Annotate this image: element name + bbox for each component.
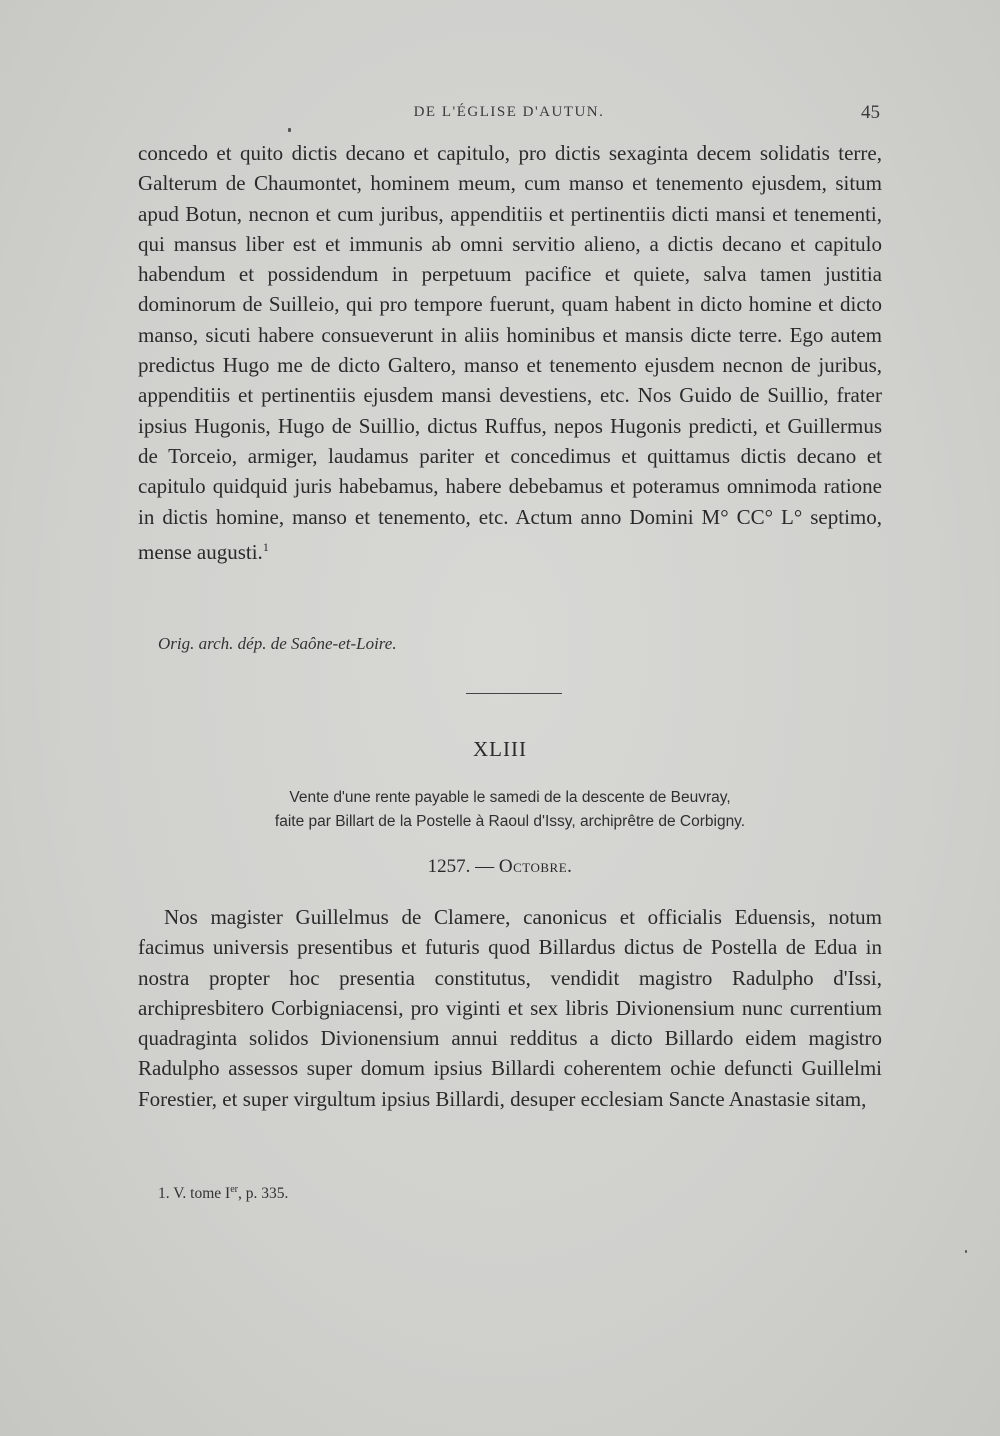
ink-speck (288, 128, 291, 132)
archive-source: Orig. arch. dép. de Saône-et-Loire. (158, 634, 397, 653)
date-dash: — (475, 856, 495, 877)
document-summary (138, 786, 882, 834)
footnote-superscript: er (230, 1184, 238, 1195)
summary-line-1: Vente d'une rente payable le samedi de la descente de Beuvray, (289, 789, 731, 806)
section-rule (466, 693, 562, 694)
charter-text-body: concedo et quito dictis decano et capitulo, pro dictis sexaginta decem solidatis terre, Galterum de Chaumontet, hominem meum, cum manso et tenemento ejusdem, situm apud Botun, necnon et cum juribus, appenditiis et pertinentiis dicti mansi et tenementi, qui mansus liber est et immunis ab omni servitio alieno, a dictis decano et capitulo habendum et possidendum in perpetuum pacifice et quiete, salva tamen justitia dominorum de Suilleio, qui pro tempore fuerunt, quam habent in dicto homine et dicto manso, sicuti habere consueverunt in aliis hominibus et mansis dicte terre. Ego autem predictus Hugo me de dicto Galtero, manso et tenemento ejusdem necnon de juribus, appenditiis et pertinentiis ejusdem mansi devestiens, etc. Nos Guido de Suillio, frater ipsius Hugonis, Hugo de Suillio, dictus Ruffus, nepos Hugonis predicti, et Guillermus de Torceio, armiger, laudamus pariter et concedimus et quittamus dictis decano et capitulo quidquid juris habebamus, habere debebamus et poteramus omnimoda ratione in dictis homine, manso et tenemento, etc. Actum anno Domini M° CC° L° septimo, mense augusti. (138, 141, 882, 564)
ink-speck (965, 1250, 967, 1253)
date-month: Octobre. (498, 856, 573, 877)
summary-line-2: faite par Billart de la Postelle à Raoul d'Issy, archiprêtre de Corbigny. (274, 813, 746, 830)
footnote-number: 1. (158, 1185, 170, 1203)
charter-text-continued (138, 138, 882, 567)
footnote (158, 1184, 288, 1203)
footnote-ref: 1 (262, 539, 269, 554)
charter-text-new: Nos magister Guillelmus de Clamere, canonicus et officialis Eduensis, notum facimus universis presentibus et futuris quod Billardus dictus de Postella de Edua in nostra propter hoc presentia constitutus, vendidit magistro Radulpho d'Issi, archipresbitero Corbigniacensi, pro viginti et sex libris Divionensium nunc currentium quadraginta solidos Divionensium annui redditus a dicto Billardo eidem magistro Radulpho assessos super domum ipsius Billardi coherentem ochie defuncti Guillelmi Forestier, et super virgultum ipsius Billardi, desuper ecclesiam Sancte Anastasie sitam, (138, 905, 882, 1111)
running-title: DE L'ÉGLISE D'AUTUN. (413, 104, 605, 120)
page-number: 45 (861, 102, 880, 123)
footnote-text: V. tome I (173, 1185, 231, 1203)
footnote-page: , p. 335. (238, 1185, 289, 1203)
date-year: 1257. (427, 856, 471, 877)
running-head (138, 104, 880, 128)
document-number: XLIII (473, 737, 527, 761)
document-date (0, 856, 1000, 878)
